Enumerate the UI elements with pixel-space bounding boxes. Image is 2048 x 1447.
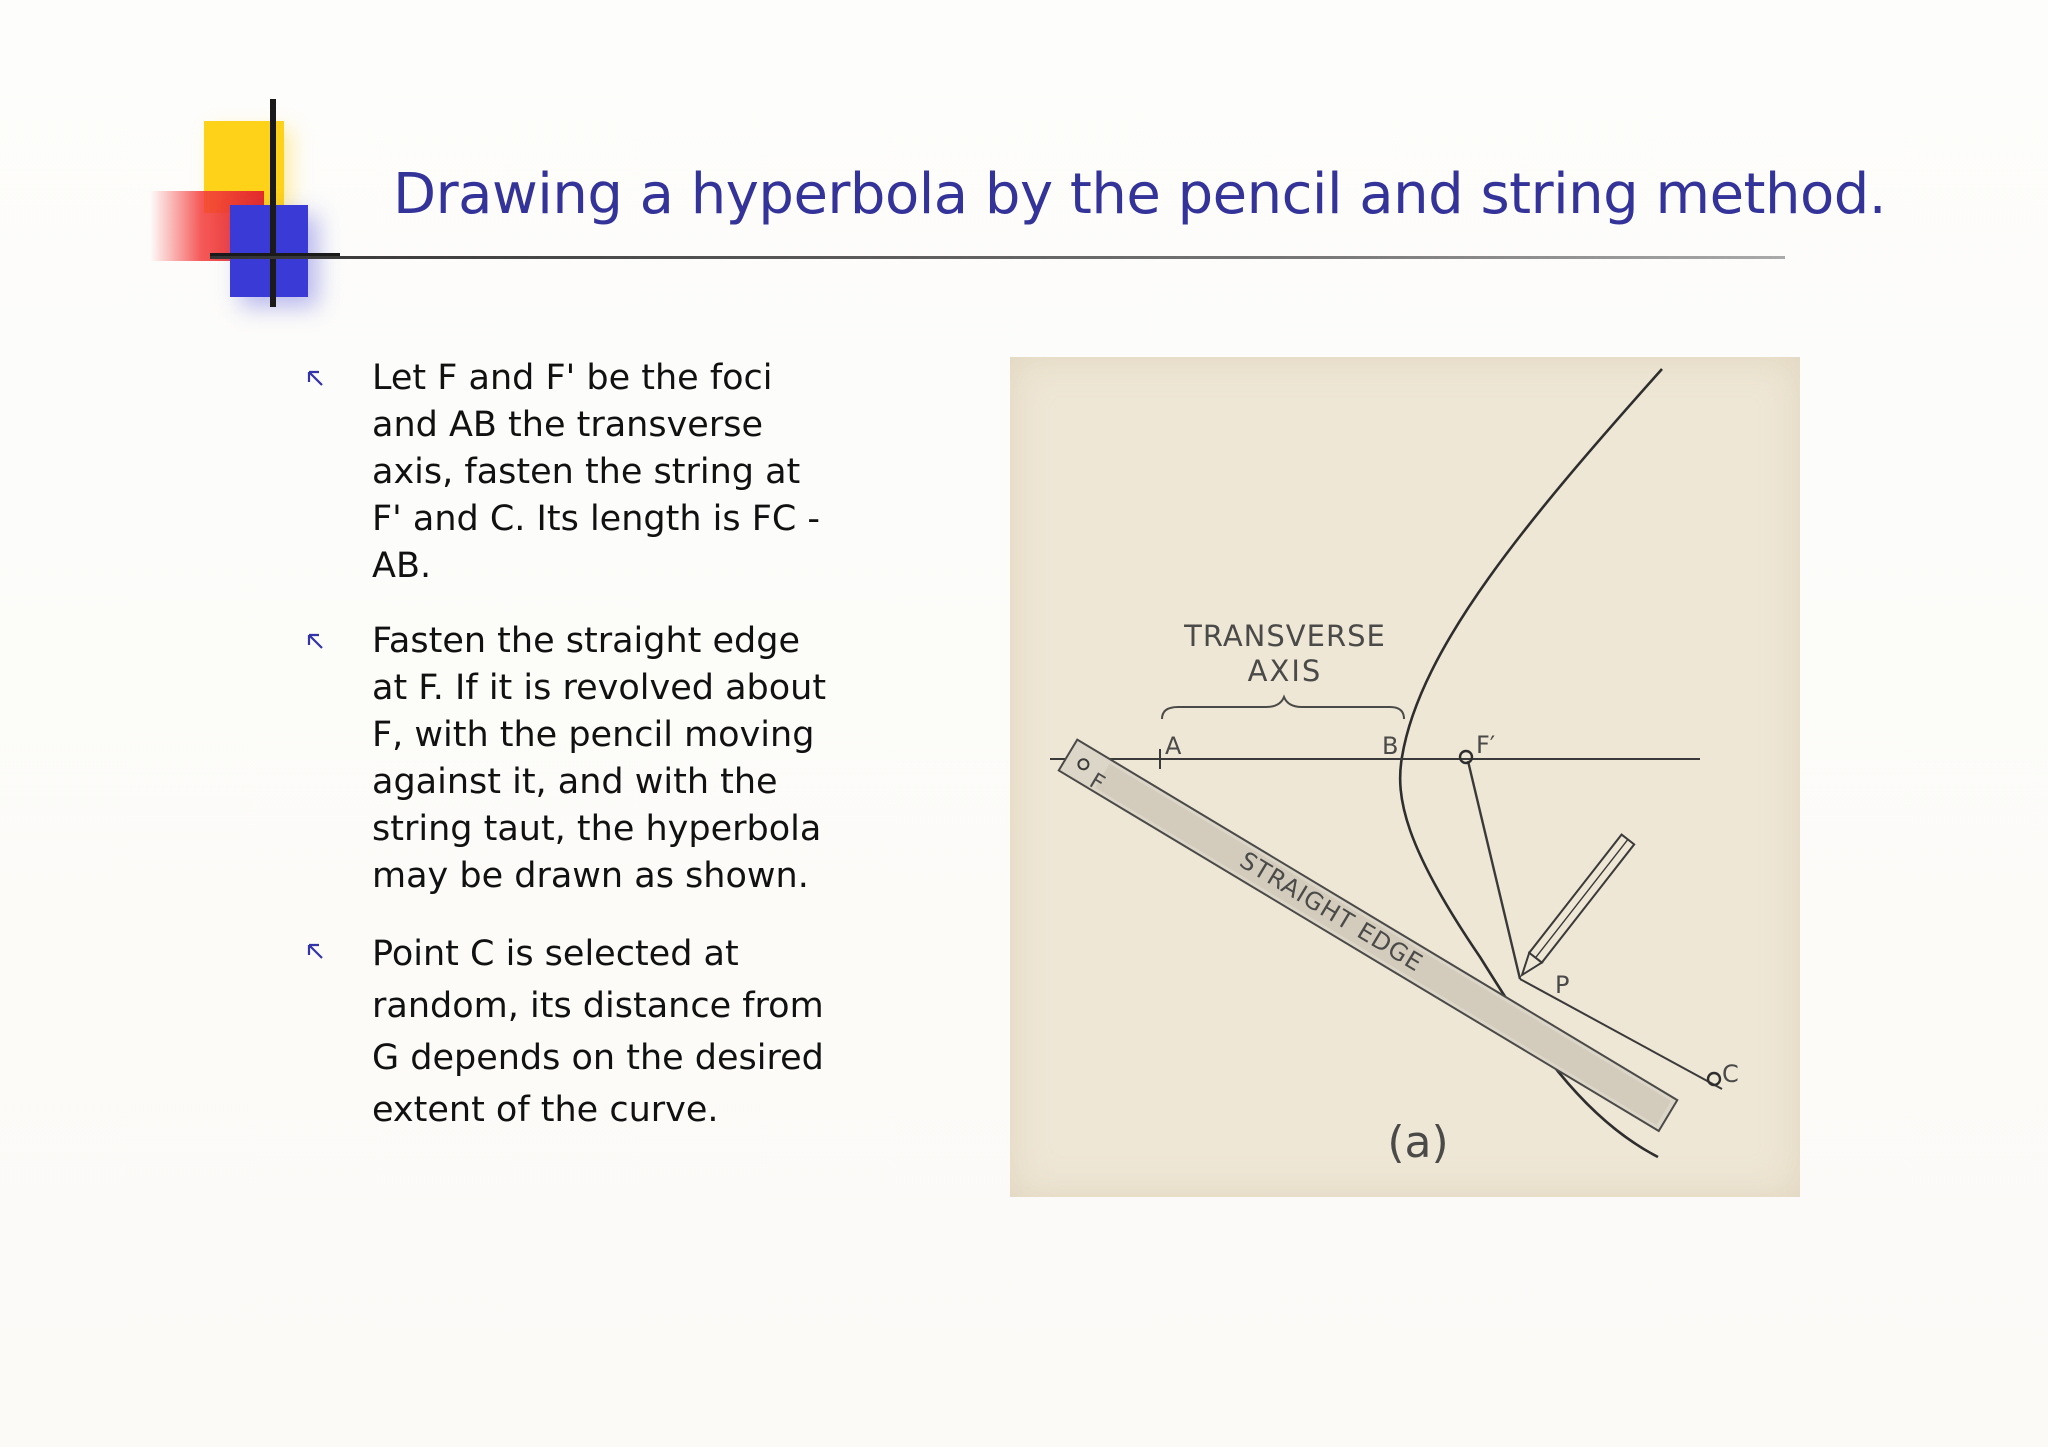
bullet-arrow-icon <box>306 942 326 962</box>
transverse-brace <box>1162 697 1404 719</box>
bullet-item <box>300 928 840 1136</box>
bullet-arrow-icon <box>306 369 326 389</box>
bullet-item <box>300 618 840 900</box>
label-point-p: P <box>1555 971 1570 999</box>
hyperbola-diagram-svg <box>1010 357 1800 1197</box>
bullet-text: Let F and F' be the foci and AB the transverse axis, fasten the string at F' and C. Its length is FC - AB. <box>372 358 821 586</box>
label-point-a: A <box>1165 732 1182 760</box>
logo-vertical-line <box>270 99 276 307</box>
slide-logo-decoration <box>140 95 370 315</box>
pin-fprime <box>1460 751 1472 763</box>
label-point-b: B <box>1382 732 1399 760</box>
pencil-icon <box>1516 835 1635 980</box>
label-point-c: C <box>1722 1060 1739 1088</box>
hyperbola-diagram <box>1010 357 1800 1197</box>
title-underline <box>210 256 1785 259</box>
label-point-f-prime: F′ <box>1476 731 1496 759</box>
bullet-item <box>300 355 840 590</box>
string-fprime-to-p <box>1468 761 1520 979</box>
label-axis: AXIS <box>1247 654 1323 688</box>
logo-blue-square <box>230 205 308 297</box>
bullet-list <box>300 355 840 1164</box>
label-point-f: F <box>1084 768 1109 797</box>
bullet-arrow-icon <box>306 632 326 652</box>
figure-caption: (a) <box>1387 1117 1449 1168</box>
label-straight-edge: STRAIGHT EDGE <box>1234 846 1428 978</box>
pin-c <box>1708 1073 1720 1085</box>
label-transverse: TRANSVERSE <box>1184 619 1386 653</box>
bullet-text: Point C is selected at random, its distance from G depends on the desired extent of the curve. <box>372 934 824 1130</box>
slide-title: Drawing a hyperbola by the pencil and string method. <box>393 162 1887 227</box>
bullet-text: Fasten the straight edge at F. If it is revolved about F, with the pencil moving against it, and with the string taut, the hyperbola may be drawn as shown. <box>372 621 827 896</box>
